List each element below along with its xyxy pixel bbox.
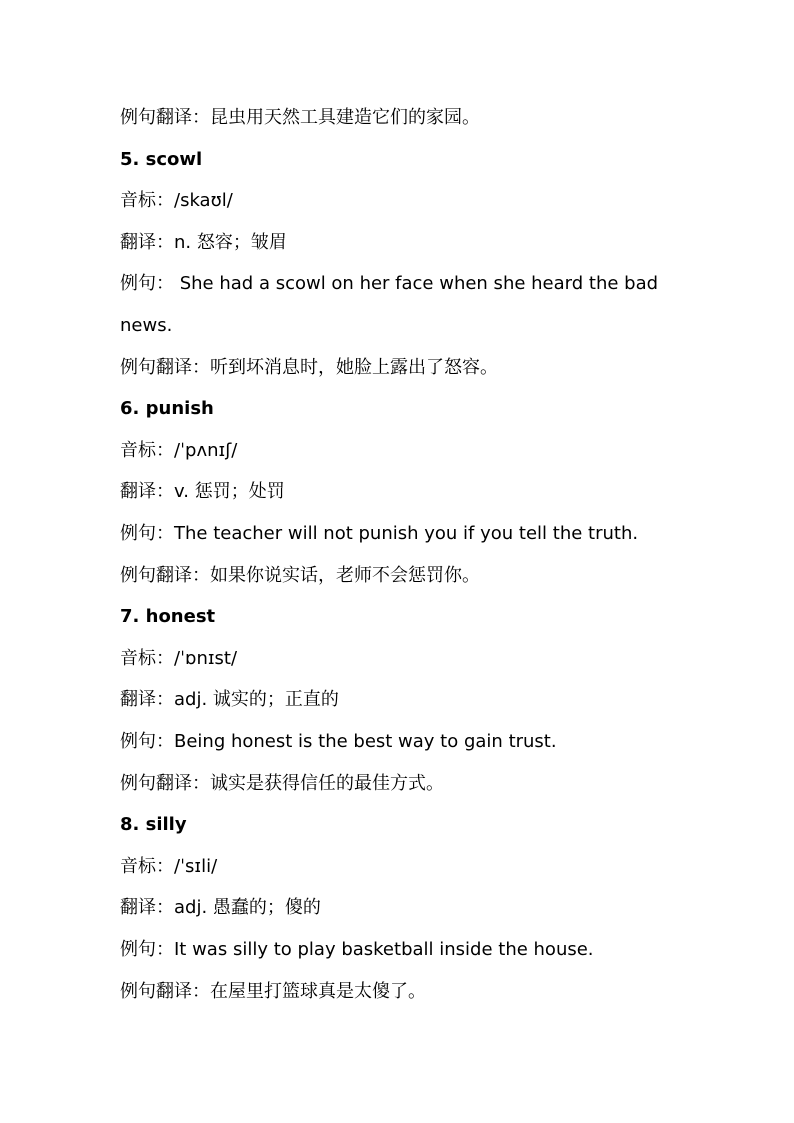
translation-line-punish bbox=[120, 480, 720, 504]
example-translation-text: 听到坏消息时，她脸上露出了怒容。 bbox=[210, 357, 498, 378]
translation-text: v. 惩罚；处罚 bbox=[174, 481, 285, 502]
intro-example-translation bbox=[120, 106, 720, 130]
phonetic-line-silly bbox=[120, 855, 720, 879]
example-translation-line-silly bbox=[120, 980, 720, 1004]
entry-heading-silly: 8. silly bbox=[120, 814, 187, 835]
translation-text: adj. 愚蠢的；傻的 bbox=[174, 897, 321, 918]
phonetic-line-scowl bbox=[120, 189, 720, 213]
example-line-honest bbox=[120, 730, 720, 754]
translation-text: adj. 诚实的；正直的 bbox=[174, 689, 339, 710]
phonetic-label: 音标： bbox=[120, 190, 174, 211]
entry-heading-punish: 6. punish bbox=[120, 398, 214, 419]
translation-label: 翻译： bbox=[120, 897, 174, 918]
phonetic-text: /skaʊl/ bbox=[174, 190, 233, 211]
phonetic-label: 音标： bbox=[120, 648, 174, 669]
example-translation-label: 例句翻译： bbox=[120, 773, 210, 794]
example-line-punish bbox=[120, 522, 720, 546]
example-label: 例句： bbox=[120, 731, 174, 752]
entry-heading-honest: 7. honest bbox=[120, 606, 216, 627]
example-continuation-scowl: news. bbox=[120, 315, 173, 336]
translation-line-scowl bbox=[120, 231, 720, 255]
translation-line-honest bbox=[120, 688, 720, 712]
phonetic-line-punish bbox=[120, 439, 720, 463]
example-translation-label: 例句翻译： bbox=[120, 107, 210, 128]
translation-label: 翻译： bbox=[120, 481, 174, 502]
translation-label: 翻译： bbox=[120, 232, 174, 253]
example-translation-line-honest bbox=[120, 772, 720, 796]
example-translation-line-scowl bbox=[120, 356, 720, 380]
example-translation-text: 诚实是获得信任的最佳方式。 bbox=[210, 773, 444, 794]
example-translation-text: 昆虫用天然工具建造它们的家园。 bbox=[210, 107, 480, 128]
example-translation-label: 例句翻译： bbox=[120, 357, 210, 378]
example-text: Being honest is the best way to gain trust. bbox=[174, 731, 557, 752]
example-text: The teacher will not punish you if you tell the truth. bbox=[174, 523, 639, 544]
phonetic-text: /ˈpʌnɪʃ/ bbox=[174, 440, 238, 461]
entry-heading-scowl: 5. scowl bbox=[120, 149, 203, 170]
example-label: 例句： bbox=[120, 273, 174, 294]
example-label: 例句： bbox=[120, 523, 174, 544]
translation-line-silly bbox=[120, 896, 720, 920]
example-text: It was silly to play basketball inside the house. bbox=[174, 939, 594, 960]
phonetic-text: /ˈɒnɪst/ bbox=[174, 648, 238, 669]
example-line-silly bbox=[120, 938, 720, 962]
example-translation-label: 例句翻译： bbox=[120, 981, 210, 1002]
example-translation-line-punish bbox=[120, 564, 720, 588]
phonetic-label: 音标： bbox=[120, 856, 174, 877]
example-translation-label: 例句翻译： bbox=[120, 565, 210, 586]
phonetic-line-honest bbox=[120, 647, 720, 671]
phonetic-label: 音标： bbox=[120, 440, 174, 461]
translation-text: n. 怒容；皱眉 bbox=[174, 232, 287, 253]
example-translation-text: 如果你说实话，老师不会惩罚你。 bbox=[210, 565, 480, 586]
example-label: 例句： bbox=[120, 939, 174, 960]
example-line-scowl bbox=[120, 272, 720, 296]
example-text: She had a scowl on her face when she heard the bad bbox=[174, 273, 659, 294]
translation-label: 翻译： bbox=[120, 689, 174, 710]
phonetic-text: /ˈsɪli/ bbox=[174, 856, 218, 877]
example-translation-text: 在屋里打篮球真是太傻了。 bbox=[210, 981, 426, 1002]
